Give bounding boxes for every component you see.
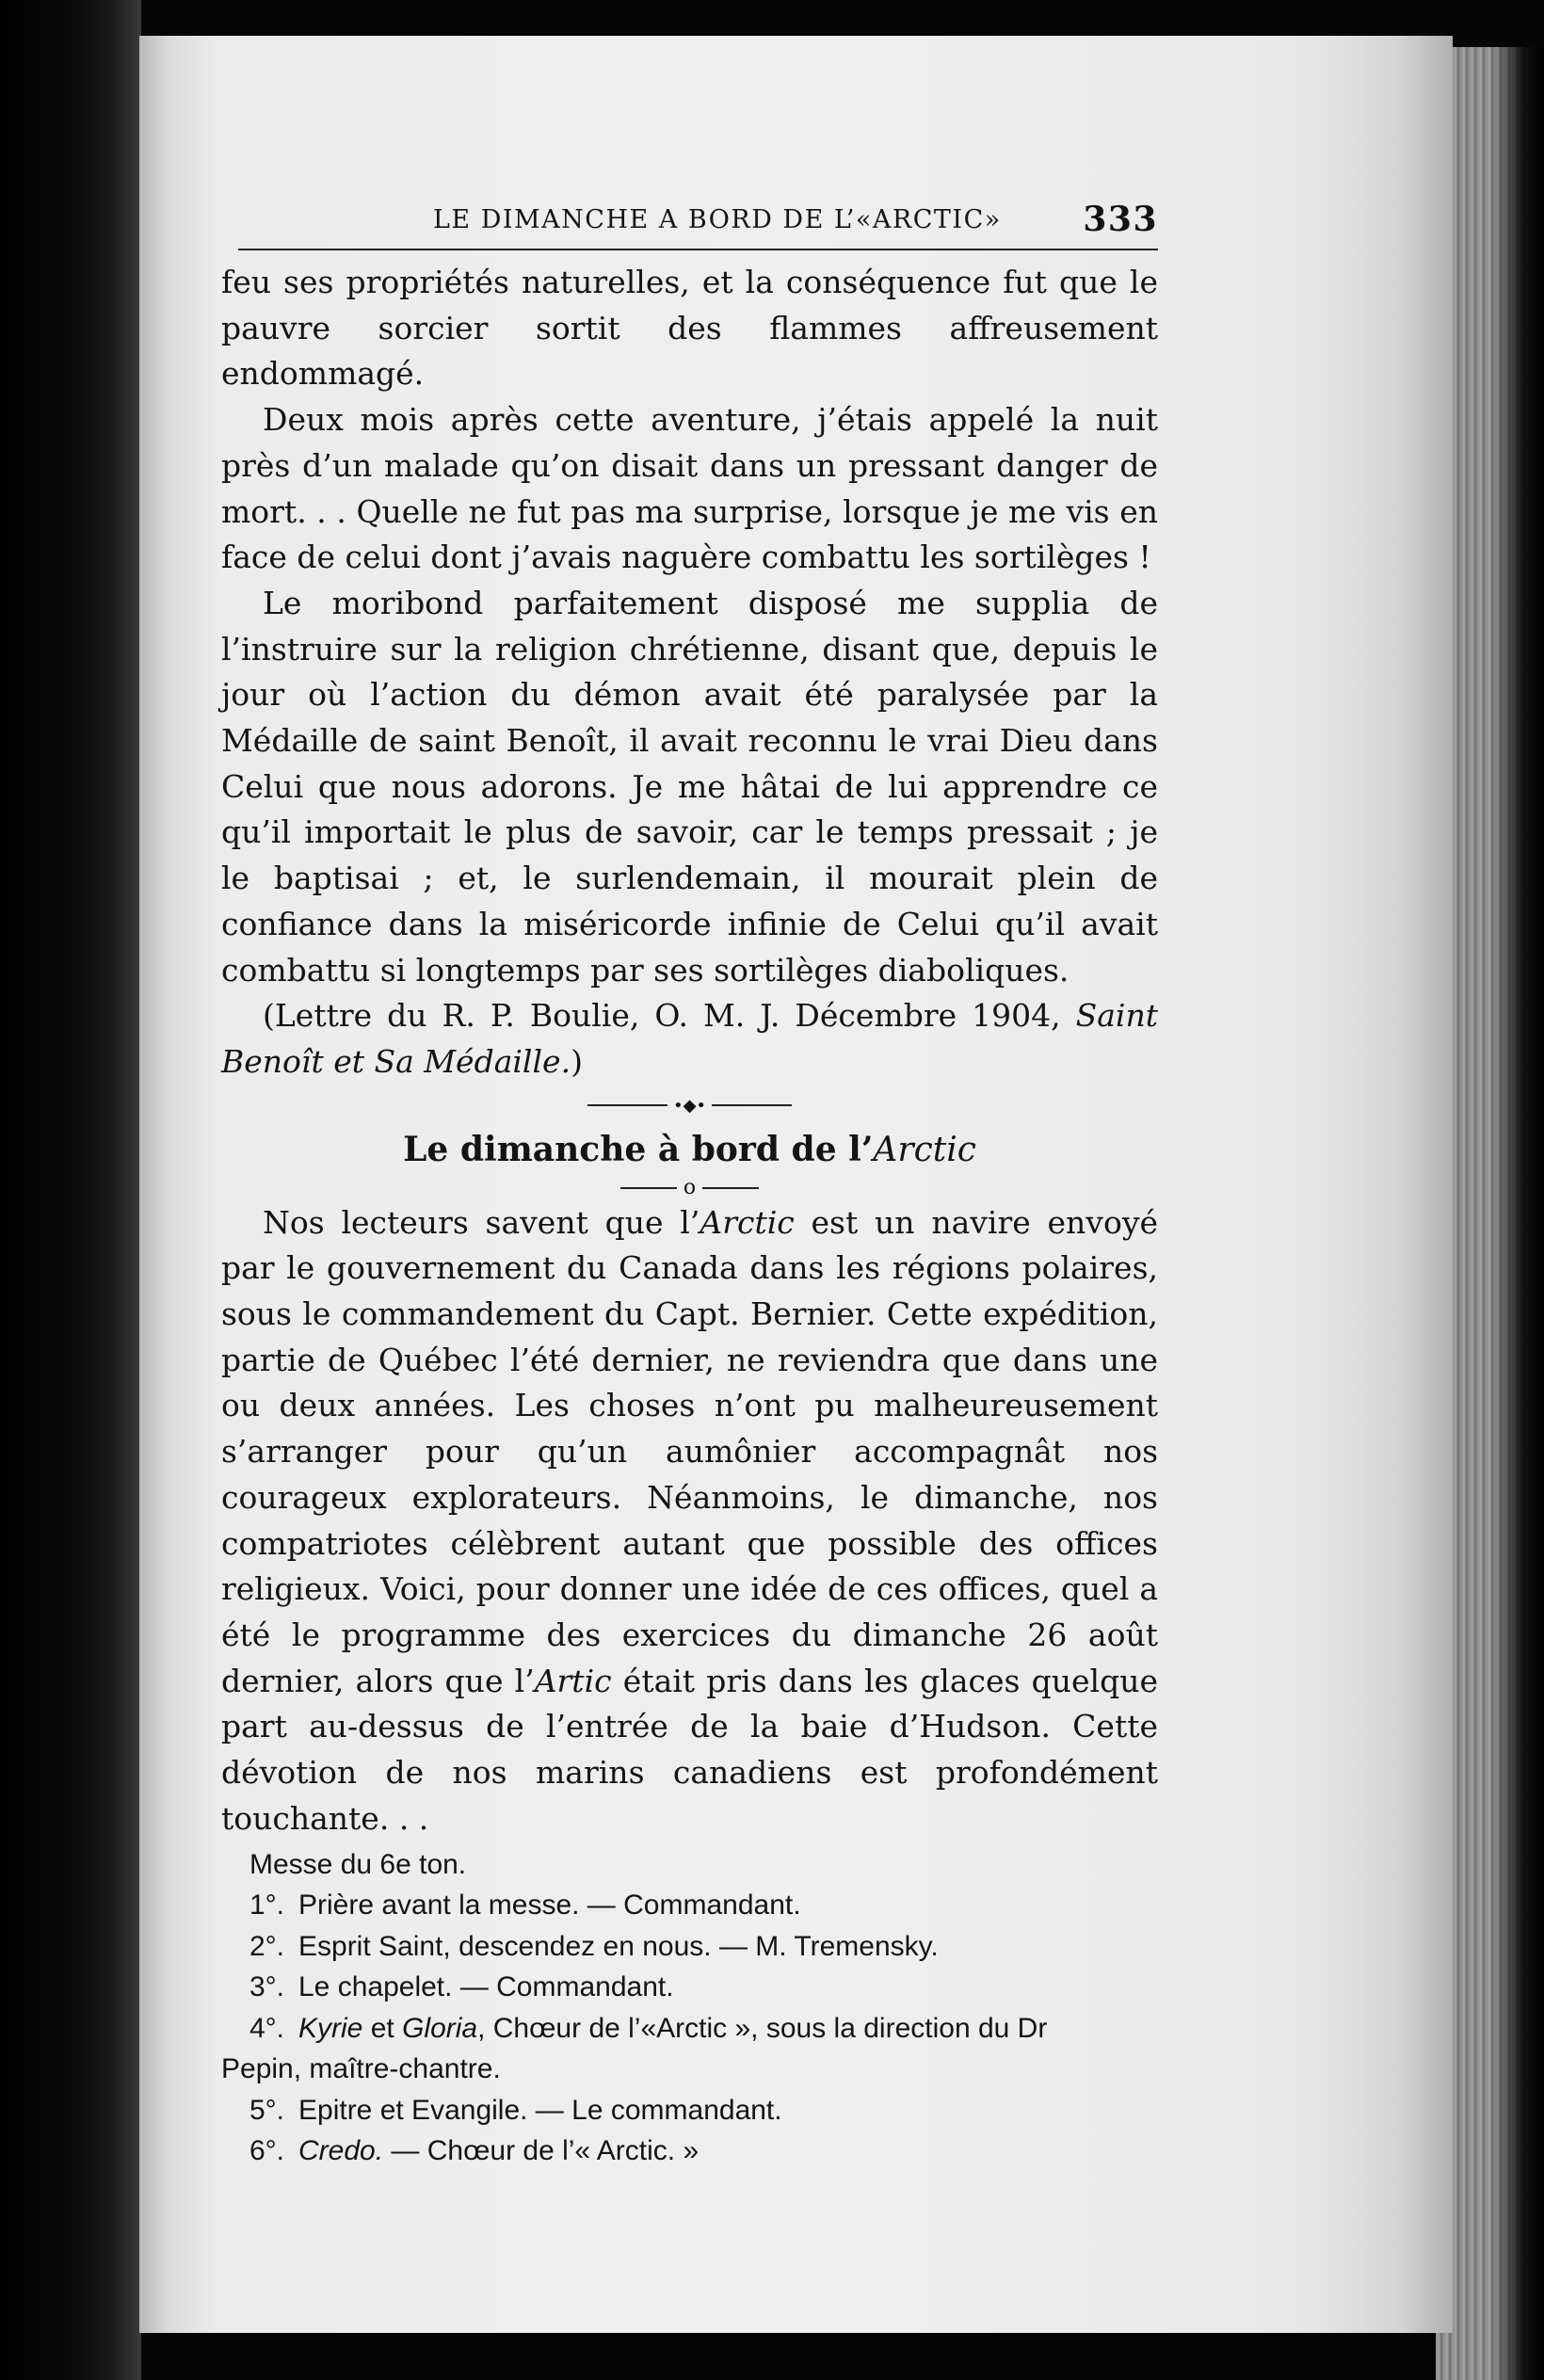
paragraph-two-months: Deux mois après cette aventure, j’étais appelé la nuit près d’un malade qu’on disait dans un pressant danger de mort. . . Quelle ne fut pas ma surprise, lorsque je me vis en face de celui dont j’avais naguère combattu les sortilèges ! bbox=[221, 401, 1158, 576]
item-text: , Chœur de l’«Arctic », sous la direction du Dr bbox=[477, 2012, 1048, 2044]
body-italic-artic: Artic bbox=[534, 1662, 612, 1699]
running-head bbox=[221, 198, 1158, 243]
body-italic-arctic: Arctic bbox=[700, 1203, 795, 1241]
item-number: 4°. bbox=[249, 2012, 285, 2044]
item-italic-gloria: Gloria bbox=[402, 2012, 478, 2044]
item-conjunction: et bbox=[362, 2012, 403, 2044]
section-title-italic: Arctic bbox=[873, 1130, 976, 1169]
programme-intro: Messe du 6e ton. bbox=[249, 1848, 467, 1880]
item-number: 5°. bbox=[249, 2094, 285, 2126]
running-title: LE DIMANCHE A BORD DE L’«ARCTIC» bbox=[433, 205, 1002, 234]
paragraph-continuation: feu ses propriétés naturelles, et la conséquence fut que le pauvre sorcier sortit des flammes affreusement endommagé. bbox=[221, 264, 1158, 393]
scan-dark-margin bbox=[0, 0, 141, 2380]
divider-line-right bbox=[712, 1104, 792, 1106]
section-title-prefix: Le dimanche à bord de l’ bbox=[403, 1129, 874, 1169]
programme-list bbox=[221, 1844, 1158, 2172]
citation-source-italic: Saint Benoît et Sa Médaille. bbox=[221, 997, 1158, 1080]
item-italic-kyrie: Kyrie bbox=[298, 2012, 363, 2044]
body-part-a: Nos lecteurs savent que l’ bbox=[263, 1203, 700, 1241]
programme-item-continuation: Pepin, maître-chantre. bbox=[221, 2053, 501, 2084]
body-part-c: était pris dans les glaces quelque part au-dessus de l’entrée de la baie d’Hudson. Cette dévotion de nos marins canadiens est profondément touchante. . . bbox=[221, 1662, 1159, 1837]
divider-line-left bbox=[587, 1104, 667, 1106]
item-italic-credo: Credo. bbox=[298, 2135, 384, 2166]
item-text: Prière avant la messe. — Commandant. bbox=[298, 1890, 801, 1921]
section-title bbox=[221, 1124, 1158, 1176]
paragraph-moribond: Le moribond parfaitement disposé me supplia de l’instruire sur la religion chrétienne, disant que, depuis le jour où l’action du démon avait été paralysée par la Médaille de saint Benoît, il avait reconnu le vrai Dieu dans Celui que nous adorons. Je me hâtai de lui apprendre ce qu’il importait le plus de savoir, car le temps pressait ; je le baptisai ; et, le surlendemain, il mourait plein de confiance dans la miséricorde infinie de Celui qu’il avait combattu si longtemps par ses sortilèges diaboliques. bbox=[221, 584, 1158, 989]
ornament-line-right bbox=[702, 1187, 759, 1189]
page-number: 333 bbox=[1083, 200, 1158, 239]
programme-item bbox=[221, 2008, 1158, 2050]
programme-item bbox=[221, 1885, 1158, 1926]
header-rule bbox=[238, 249, 1158, 250]
programme-item bbox=[221, 2090, 1158, 2131]
item-text: — Chœur de l’« Arctic. » bbox=[383, 2135, 700, 2166]
citation bbox=[221, 993, 1158, 1085]
item-number: 2°. bbox=[249, 1930, 285, 1962]
item-number: 6°. bbox=[249, 2135, 285, 2166]
ornament-mark: o bbox=[683, 1175, 697, 1199]
page-content bbox=[221, 198, 1158, 2172]
programme-item bbox=[221, 1967, 1158, 2008]
citation-text: (Lettre du R. P. Boulie, O. M. J. Décembre 1904, bbox=[263, 997, 1061, 1035]
divider-ornament: •◆• bbox=[672, 1095, 707, 1116]
item-text: Le chapelet. — Commandant. bbox=[298, 1971, 674, 2002]
section-body bbox=[221, 1200, 1158, 1842]
item-number: 1°. bbox=[249, 1890, 285, 1921]
programme-item bbox=[221, 2131, 1158, 2172]
item-text: Esprit Saint, descendez en nous. — M. Tremensky. bbox=[298, 1930, 939, 1962]
body-part-b: est un navire envoyé par le gouvernement du Canada dans les régions polaires, sous le commandement du Capt. Bernier. Cette expédition, partie de Québec l’été dernier, ne reviendra que dans une ou deux années. Les choses n’ont pu malheureusement s’arranger pour qu’un aumônier accompagnât nos courageux explorateurs. Néanmoins, le dimanche, nos compatriotes célèbrent autant que possible des offices religieux. Voici, pour donner une idée de ces offices, quel a été le programme des exercices du dimanche 26 août dernier, alors que l’ bbox=[221, 1203, 1158, 1699]
ornament-line-left bbox=[620, 1187, 677, 1189]
item-text: Epitre et Evangile. — Le commandant. bbox=[298, 2094, 782, 2126]
title-underline-ornament bbox=[221, 1176, 1158, 1200]
section-divider bbox=[221, 1089, 1158, 1122]
programme-item bbox=[221, 1926, 1158, 1968]
citation-close: ) bbox=[571, 1042, 583, 1080]
item-number: 3°. bbox=[249, 1971, 285, 2002]
